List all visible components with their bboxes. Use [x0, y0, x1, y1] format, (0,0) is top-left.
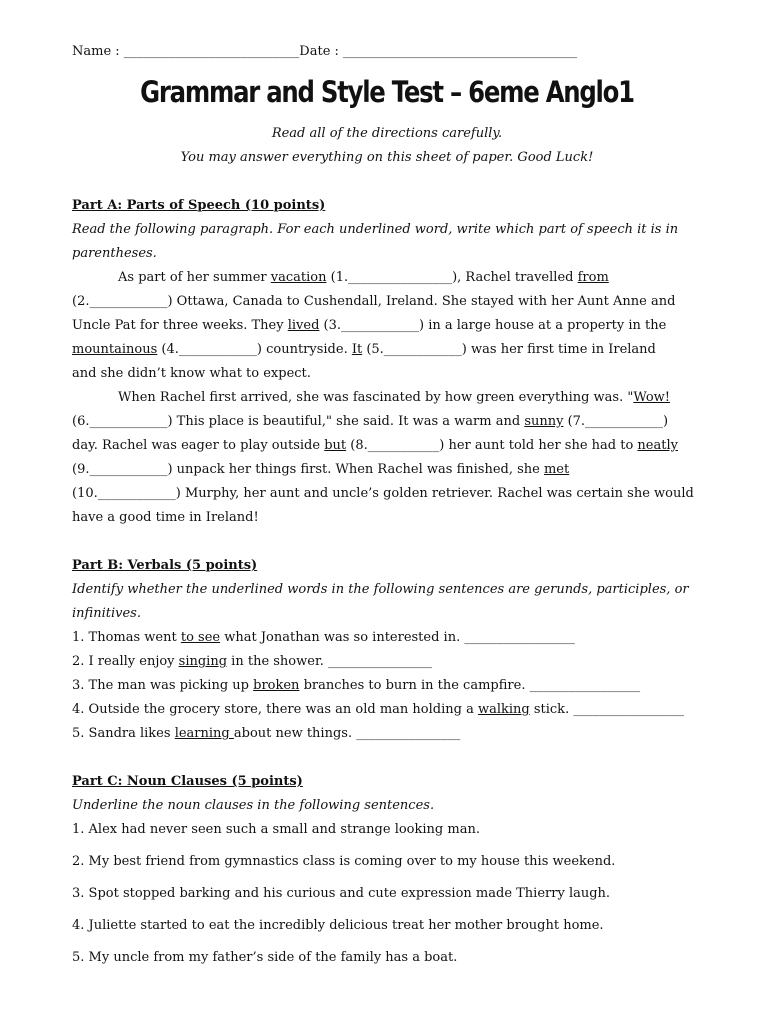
page-title: Grammar and Style Test – 6eme Anglo1: [140, 75, 634, 109]
underlined-word: met: [543, 462, 570, 477]
underlined-word: to see: [180, 630, 221, 645]
answer-blank[interactable]: in the shower. ________________: [227, 654, 433, 669]
list-item[interactable]: 2. My best friend from gymnastics class is coming over to my house this weekend.: [72, 854, 616, 869]
list-item[interactable]: [72, 698, 702, 722]
answer-blank-8[interactable]: (8.___________) her aunt told her she had to: [346, 438, 638, 453]
underlined-word: broken: [253, 678, 300, 693]
answer-blank-5[interactable]: (5.____________) was her first time in Ireland: [362, 342, 656, 357]
list-item[interactable]: 1. Alex had never seen such a small and strange looking man.: [72, 822, 480, 837]
text: 5. Sandra likes: [72, 726, 175, 741]
underlined-word: vacation: [270, 270, 327, 285]
part-a-p2-line-3: [72, 434, 702, 458]
underlined-word: It: [351, 342, 363, 357]
underlined-word: learning: [174, 726, 234, 741]
part-b-heading: Part B: Verbals (5 points): [72, 558, 258, 573]
header-line: [72, 40, 702, 64]
part-a-p2-line-5[interactable]: (10.____________) Murphy, her aunt and uncle’s golden retriever. Rachel was certain she would: [72, 486, 694, 501]
list-item[interactable]: [72, 650, 702, 674]
date-label: Date :: [299, 44, 344, 59]
text: 3. The man was picking up: [72, 678, 254, 693]
list-item[interactable]: 3. Spot stopped barking and his curious and cute expression made Thierry laugh.: [72, 886, 611, 901]
list-item[interactable]: [72, 722, 702, 746]
part-a-p2-line-1: [72, 386, 702, 410]
name-label: Name :: [72, 44, 124, 59]
part-a-instruction: Read the following paragraph. For each underlined word, write which part of speech it is in: [72, 222, 679, 237]
underlined-word: neatly: [637, 438, 678, 453]
text: When Rachel first arrived, she was fascinated by how green everything was. ": [118, 390, 634, 405]
answer-blank[interactable]: about new things. ________________: [233, 726, 461, 741]
part-a-p1-line-5: and she didn’t know what to expect.: [72, 366, 311, 381]
list-item[interactable]: 4. Juliette started to eat the incredibly delicious treat her mother brought home.: [72, 918, 604, 933]
text: Uncle Pat for three weeks. They: [72, 318, 288, 333]
text: 4. Outside the grocery store, there was an old man holding a: [72, 702, 478, 717]
name-blank[interactable]: ___________________________: [123, 44, 300, 59]
list-item[interactable]: [72, 674, 702, 698]
underlined-word: mountainous: [72, 342, 158, 357]
answer-blank[interactable]: stick. _________________: [529, 702, 684, 717]
part-a-p1-line-3: [72, 314, 702, 338]
part-a-heading: Part A: Parts of Speech (10 points): [72, 198, 326, 213]
answer-blank-3[interactable]: (3.____________) in a large house at a property in the: [319, 318, 667, 333]
part-a-instruction-cont: parentheses.: [72, 246, 157, 261]
text: As part of her summer: [118, 270, 271, 285]
answer-blank-4[interactable]: (4.____________) countryside.: [157, 342, 352, 357]
part-a-p1-line-1: [72, 266, 702, 290]
answer-blank-7[interactable]: (7.____________): [563, 414, 669, 429]
directions-line-1: Read all of the directions carefully.: [271, 126, 503, 141]
underlined-word: walking: [477, 702, 530, 717]
list-item[interactable]: [72, 626, 702, 650]
answer-blank-1[interactable]: (1.________________), Rachel travelled: [326, 270, 578, 285]
test-sheet: [72, 40, 702, 978]
part-a-p2-line-6: have a good time in Ireland!: [72, 510, 259, 525]
part-a-p1-line-4: [72, 338, 702, 362]
part-c-heading: Part C: Noun Clauses (5 points): [72, 774, 303, 789]
underlined-word: but: [324, 438, 347, 453]
underlined-word: sunny: [524, 414, 564, 429]
answer-blank-9[interactable]: (9.____________) unpack her things first. When Rachel was finished, she: [72, 462, 544, 477]
answer-blank[interactable]: branches to burn in the campfire. _________________: [299, 678, 641, 693]
part-a-p1-line-2[interactable]: (2.____________) Ottawa, Canada to Cushendall, Ireland. She stayed with her Aunt Anne and: [72, 294, 676, 309]
part-b-instruction: Identify whether the underlined words in the following sentences are gerunds, participles, or: [72, 582, 689, 597]
answer-blank-6[interactable]: (6.____________) This place is beautiful," she said. It was a warm and: [72, 414, 525, 429]
text: 1. Thomas went: [72, 630, 181, 645]
underlined-word: from: [577, 270, 609, 285]
underlined-word: lived: [287, 318, 320, 333]
part-b-instruction-cont: infinitives.: [72, 606, 141, 621]
directions-line-2: You may answer everything on this sheet of paper. Good Luck!: [180, 150, 594, 165]
text: day. Rachel was eager to play outside: [72, 438, 325, 453]
list-item[interactable]: 5. My uncle from my father’s side of the family has a boat.: [72, 950, 458, 965]
date-blank[interactable]: ____________________________________: [343, 44, 578, 59]
answer-blank[interactable]: what Jonathan was so interested in. _________________: [220, 630, 575, 645]
part-a-p2-line-4: [72, 458, 702, 482]
underlined-word: singing: [178, 654, 228, 669]
part-c-instruction: Underline the noun clauses in the following sentences.: [72, 798, 435, 813]
part-a-p2-line-2: [72, 410, 702, 434]
underlined-word: Wow!: [633, 390, 671, 405]
text: 2. I really enjoy: [72, 654, 179, 669]
